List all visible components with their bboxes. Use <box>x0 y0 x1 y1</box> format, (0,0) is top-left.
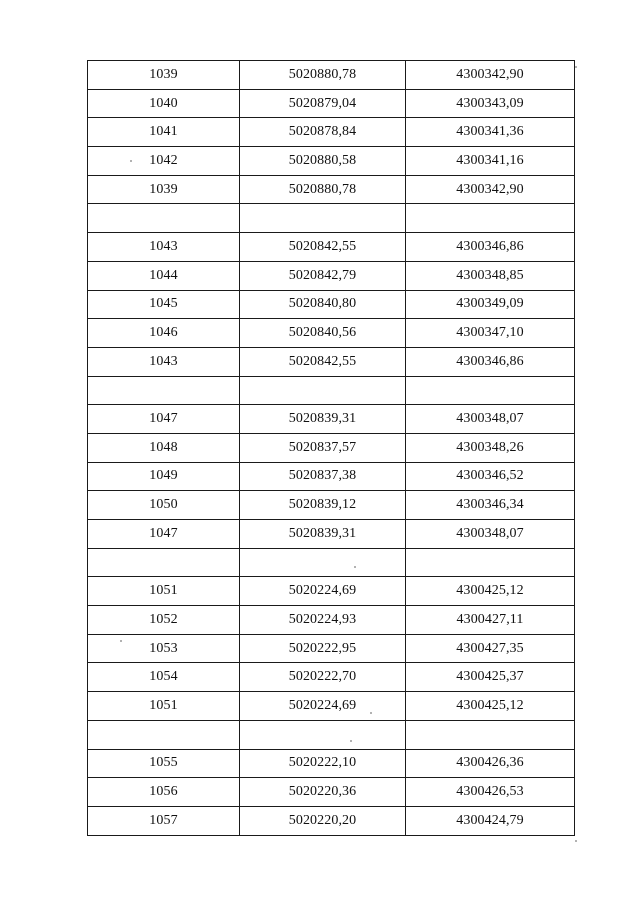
point-number-cell: 1050 <box>88 491 240 520</box>
coordinate-row <box>88 175 575 204</box>
point-number-cell: 1045 <box>88 290 240 319</box>
y-coordinate-cell: 4300343,09 <box>406 89 575 118</box>
x-coordinate-cell <box>240 204 406 233</box>
x-coordinate-cell: 5020224,69 <box>240 577 406 606</box>
y-coordinate-cell: 4300348,07 <box>406 405 575 434</box>
coordinate-row <box>88 233 575 262</box>
x-coordinate-cell: 5020880,78 <box>240 61 406 90</box>
x-coordinate-cell: 5020839,31 <box>240 520 406 549</box>
point-number-cell <box>88 548 240 577</box>
coordinate-row <box>88 319 575 348</box>
x-coordinate-cell: 5020220,20 <box>240 806 406 835</box>
x-coordinate-cell: 5020840,80 <box>240 290 406 319</box>
coordinate-row <box>88 634 575 663</box>
x-coordinate-cell: 5020224,69 <box>240 692 406 721</box>
coordinate-row <box>88 261 575 290</box>
point-number-cell: 1047 <box>88 405 240 434</box>
point-number-cell: 1049 <box>88 462 240 491</box>
y-coordinate-cell <box>406 376 575 405</box>
separator-row <box>88 204 575 233</box>
point-number-cell: 1044 <box>88 261 240 290</box>
x-coordinate-cell: 5020839,31 <box>240 405 406 434</box>
y-coordinate-cell: 4300342,90 <box>406 61 575 90</box>
scan-speck <box>130 160 132 162</box>
coordinates-table <box>87 60 575 836</box>
coordinate-row <box>88 89 575 118</box>
point-number-cell: 1055 <box>88 749 240 778</box>
y-coordinate-cell: 4300348,26 <box>406 433 575 462</box>
scan-speck <box>370 712 372 714</box>
coordinate-row <box>88 405 575 434</box>
point-number-cell: 1053 <box>88 634 240 663</box>
coordinate-row <box>88 577 575 606</box>
x-coordinate-cell: 5020880,58 <box>240 147 406 176</box>
coordinate-row <box>88 749 575 778</box>
point-number-cell: 1051 <box>88 692 240 721</box>
point-number-cell <box>88 720 240 749</box>
point-number-cell: 1046 <box>88 319 240 348</box>
point-number-cell: 1040 <box>88 89 240 118</box>
x-coordinate-cell: 5020222,10 <box>240 749 406 778</box>
point-number-cell: 1052 <box>88 606 240 635</box>
scan-speck <box>120 640 122 642</box>
point-number-cell: 1043 <box>88 347 240 376</box>
x-coordinate-cell: 5020878,84 <box>240 118 406 147</box>
y-coordinate-cell: 4300425,37 <box>406 663 575 692</box>
x-coordinate-cell <box>240 720 406 749</box>
point-number-cell: 1054 <box>88 663 240 692</box>
point-number-cell: 1041 <box>88 118 240 147</box>
coordinate-row <box>88 520 575 549</box>
scan-speck <box>350 740 352 742</box>
y-coordinate-cell: 4300426,53 <box>406 778 575 807</box>
x-coordinate-cell: 5020220,36 <box>240 778 406 807</box>
coordinate-row <box>88 118 575 147</box>
point-number-cell <box>88 204 240 233</box>
scan-speck <box>575 840 577 842</box>
y-coordinate-cell: 4300346,86 <box>406 233 575 262</box>
x-coordinate-cell: 5020842,55 <box>240 233 406 262</box>
separator-row <box>88 548 575 577</box>
y-coordinate-cell: 4300348,07 <box>406 520 575 549</box>
point-number-cell: 1056 <box>88 778 240 807</box>
x-coordinate-cell: 5020839,12 <box>240 491 406 520</box>
x-coordinate-cell: 5020879,04 <box>240 89 406 118</box>
y-coordinate-cell: 4300427,35 <box>406 634 575 663</box>
x-coordinate-cell <box>240 376 406 405</box>
x-coordinate-cell: 5020222,70 <box>240 663 406 692</box>
point-number-cell <box>88 376 240 405</box>
y-coordinate-cell: 4300346,34 <box>406 491 575 520</box>
y-coordinate-cell <box>406 548 575 577</box>
point-number-cell: 1039 <box>88 61 240 90</box>
separator-row <box>88 376 575 405</box>
y-coordinate-cell: 4300425,12 <box>406 577 575 606</box>
coordinate-row <box>88 347 575 376</box>
y-coordinate-cell: 4300347,10 <box>406 319 575 348</box>
y-coordinate-cell: 4300346,52 <box>406 462 575 491</box>
point-number-cell: 1039 <box>88 175 240 204</box>
coordinates-table-body <box>88 61 575 836</box>
x-coordinate-cell: 5020224,93 <box>240 606 406 635</box>
y-coordinate-cell: 4300342,90 <box>406 175 575 204</box>
coordinate-row <box>88 290 575 319</box>
coordinate-row <box>88 491 575 520</box>
point-number-cell: 1057 <box>88 806 240 835</box>
y-coordinate-cell: 4300341,16 <box>406 147 575 176</box>
x-coordinate-cell: 5020840,56 <box>240 319 406 348</box>
y-coordinate-cell: 4300425,12 <box>406 692 575 721</box>
point-number-cell: 1043 <box>88 233 240 262</box>
coordinate-row <box>88 692 575 721</box>
y-coordinate-cell: 4300349,09 <box>406 290 575 319</box>
separator-row <box>88 720 575 749</box>
point-number-cell: 1048 <box>88 433 240 462</box>
coordinate-row <box>88 806 575 835</box>
y-coordinate-cell: 4300427,11 <box>406 606 575 635</box>
y-coordinate-cell: 4300348,85 <box>406 261 575 290</box>
x-coordinate-cell: 5020837,57 <box>240 433 406 462</box>
y-coordinate-cell <box>406 720 575 749</box>
coordinate-row <box>88 606 575 635</box>
coordinate-row <box>88 61 575 90</box>
point-number-cell: 1051 <box>88 577 240 606</box>
coordinate-row <box>88 663 575 692</box>
x-coordinate-cell <box>240 548 406 577</box>
coordinate-row <box>88 147 575 176</box>
y-coordinate-cell: 4300424,79 <box>406 806 575 835</box>
scan-speck <box>354 566 356 568</box>
y-coordinate-cell: 4300426,36 <box>406 749 575 778</box>
scan-speck <box>575 66 577 68</box>
y-coordinate-cell: 4300346,86 <box>406 347 575 376</box>
x-coordinate-cell: 5020842,55 <box>240 347 406 376</box>
point-number-cell: 1047 <box>88 520 240 549</box>
y-coordinate-cell: 4300341,36 <box>406 118 575 147</box>
point-number-cell: 1042 <box>88 147 240 176</box>
y-coordinate-cell <box>406 204 575 233</box>
coordinate-row <box>88 433 575 462</box>
x-coordinate-cell: 5020837,38 <box>240 462 406 491</box>
x-coordinate-cell: 5020222,95 <box>240 634 406 663</box>
x-coordinate-cell: 5020842,79 <box>240 261 406 290</box>
coordinate-row <box>88 778 575 807</box>
coordinate-row <box>88 462 575 491</box>
x-coordinate-cell: 5020880,78 <box>240 175 406 204</box>
